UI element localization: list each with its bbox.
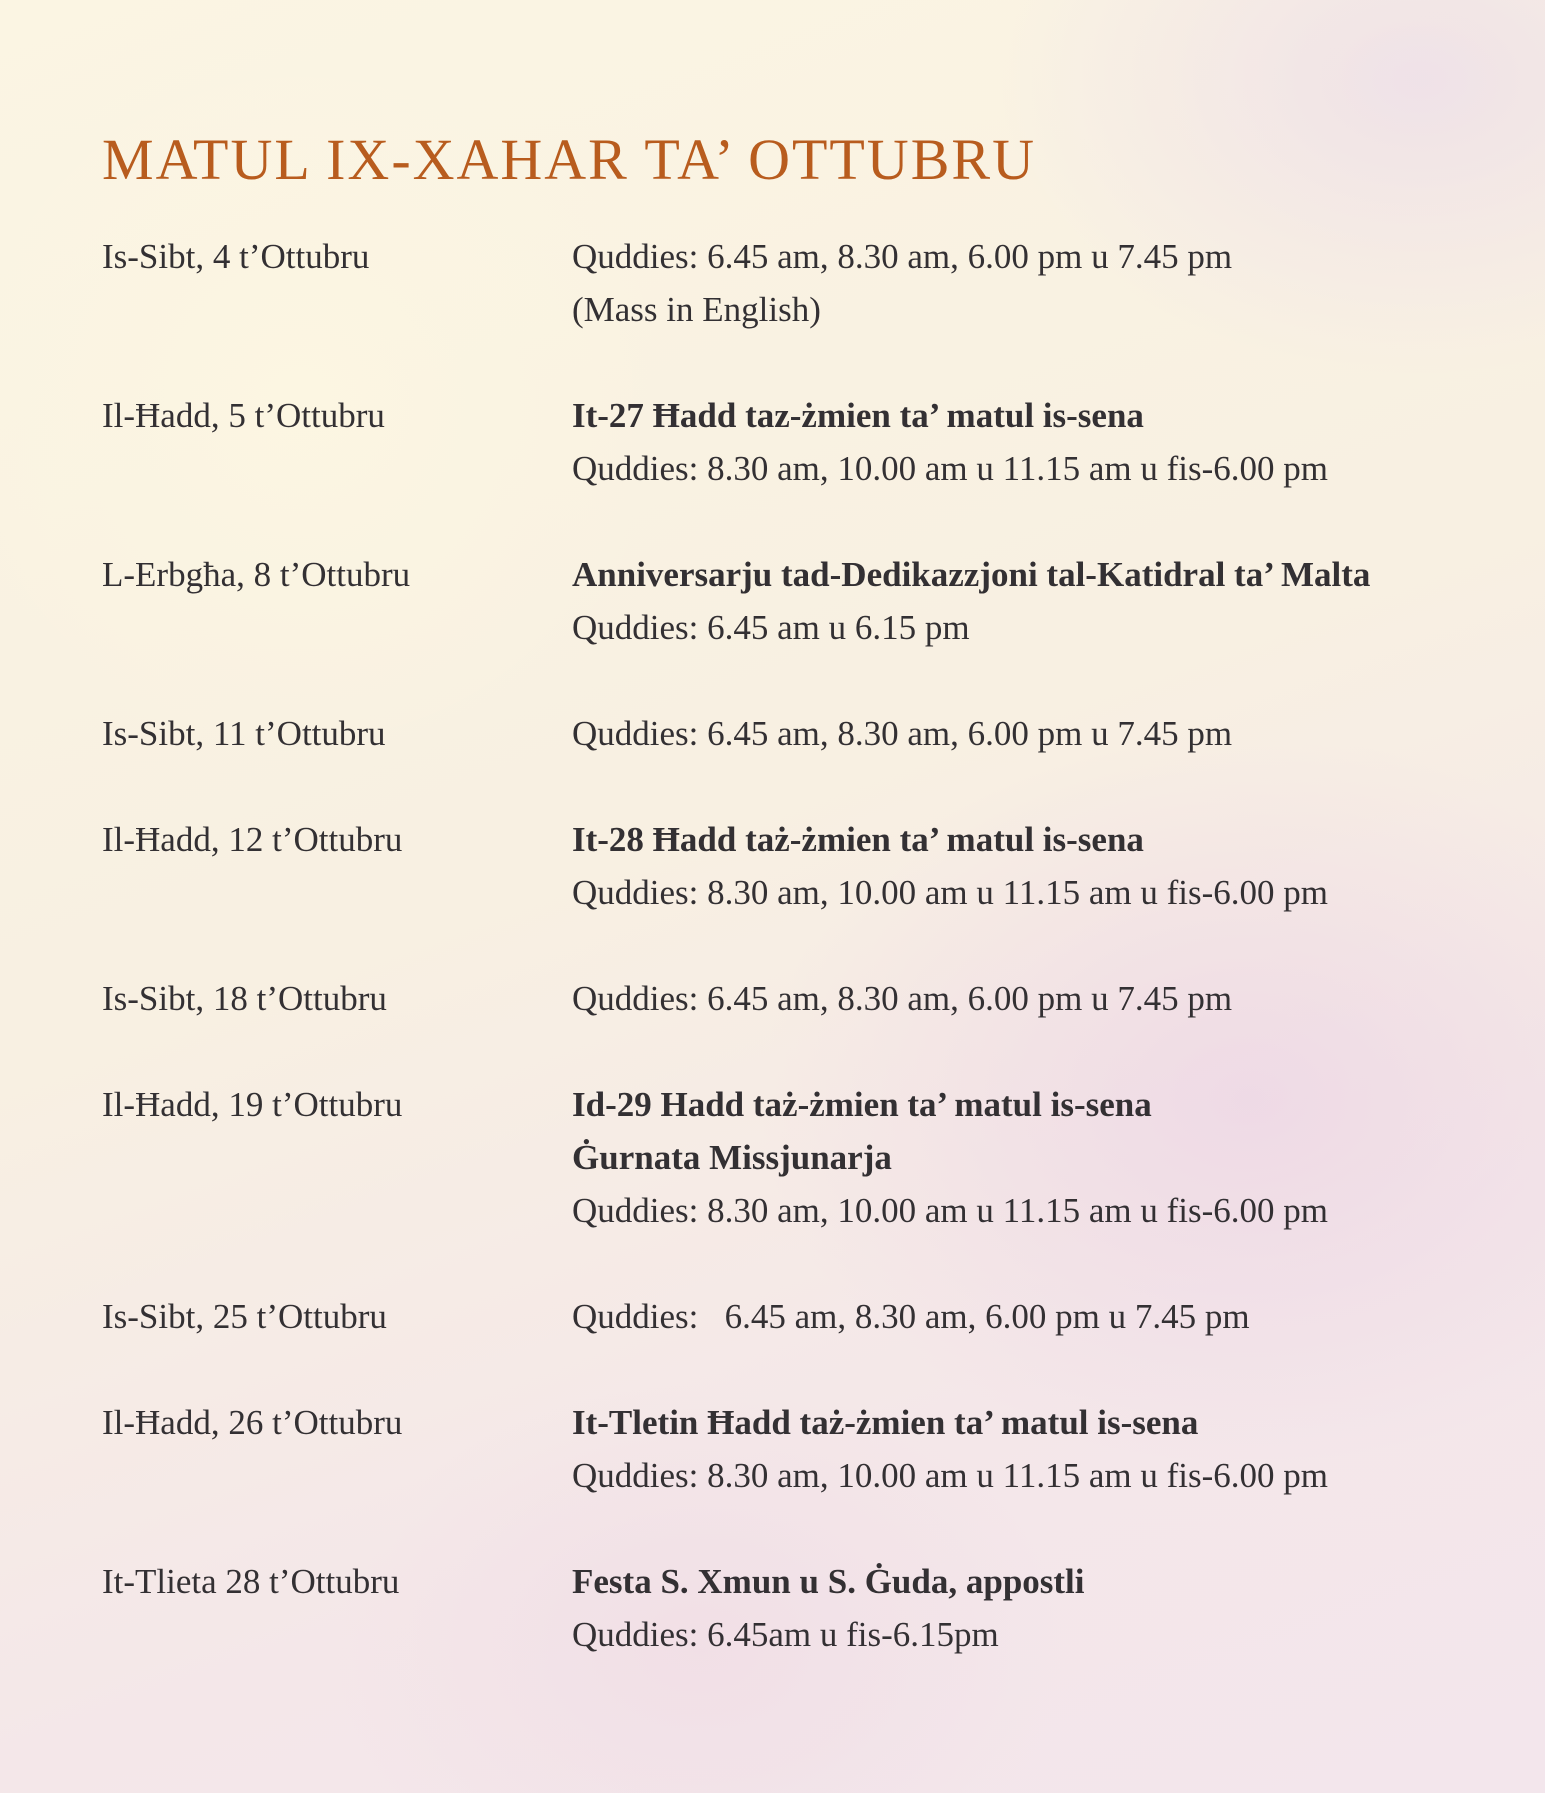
entry-day: It-Tlieta 28 t’Ottubru [102, 1562, 400, 1601]
mass-note: (Mass in English) [572, 290, 821, 329]
mass-times: Quddies: 8.30 am, 10.00 am u 11.15 am u fis-6.00 pm [572, 873, 1328, 912]
feast-title: Id-29 Hadd taż-żmien ta’ matul is-sena [572, 1085, 1152, 1124]
schedule-entry [102, 813, 1522, 919]
schedule-entry [102, 230, 1522, 336]
mass-times: Quddies: 6.45 am, 8.30 am, 6.00 pm u 7.45 pm [572, 714, 1233, 753]
feast-title: Anniversarju tad-Dedikazzjoni tal-Katidral ta’ Malta [572, 555, 1371, 594]
entry-day: Il-Ħadd, 5 t’Ottubru [102, 396, 385, 435]
entry-day: Is-Sibt, 25 t’Ottubru [102, 1297, 387, 1336]
schedule-entry [102, 1078, 1522, 1237]
feast-subtitle: Ġurnata Missjunarja [572, 1138, 892, 1177]
mass-times: Quddies: 8.30 am, 10.00 am u 11.15 am u fis-6.00 pm [572, 449, 1328, 488]
entry-details [572, 548, 1522, 654]
mass-times: Quddies: 8.30 am, 10.00 am u 11.15 am u fis-6.00 pm [572, 1191, 1328, 1230]
feast-title: It-Tletin Ħadd taż-żmien ta’ matul is-sena [572, 1403, 1199, 1442]
entry-details [572, 972, 1522, 1025]
entry-details [572, 1078, 1522, 1237]
feast-title: Festa S. Xmun u S. Ġuda, appostli [572, 1562, 1085, 1601]
schedule-entry [102, 1396, 1522, 1502]
schedule-entry [102, 548, 1522, 654]
schedule-entry [102, 707, 1522, 760]
mass-times: Quddies: 6.45 am, 8.30 am, 6.00 pm u 7.45 pm [572, 1297, 1250, 1336]
schedule-entry [102, 972, 1522, 1025]
mass-times: Quddies: 6.45am u fis-6.15pm [572, 1615, 999, 1654]
entry-details [572, 389, 1522, 495]
mass-times: Quddies: 8.30 am, 10.00 am u 11.15 am u fis-6.00 pm [572, 1456, 1328, 1495]
mass-times: Quddies: 6.45 am, 8.30 am, 6.00 pm u 7.45 pm [572, 237, 1233, 276]
schedule-entry [102, 1290, 1522, 1343]
mass-times: Quddies: 6.45 am u 6.15 pm [572, 608, 970, 647]
schedule-entry [102, 389, 1522, 495]
entry-day: Is-Sibt, 4 t’Ottubru [102, 237, 370, 276]
entry-details [572, 1396, 1522, 1502]
entry-details [572, 230, 1522, 336]
schedule-entry [102, 1555, 1522, 1661]
entry-day: Is-Sibt, 18 t’Ottubru [102, 979, 387, 1018]
entry-day: Il-Ħadd, 26 t’Ottubru [102, 1403, 403, 1442]
page-title: MATUL IX-XAHAR TA’ OTTUBRU [102, 127, 1036, 192]
entry-details [572, 1555, 1522, 1661]
feast-title: It-27 Ħadd taz-żmien ta’ matul is-sena [572, 396, 1144, 435]
schedule-list [102, 230, 1522, 1661]
entry-details [572, 707, 1522, 760]
entry-day: Is-Sibt, 11 t’Ottubru [102, 714, 386, 753]
entry-day: Il-Ħadd, 19 t’Ottubru [102, 1085, 403, 1124]
mass-times: Quddies: 6.45 am, 8.30 am, 6.00 pm u 7.45 pm [572, 979, 1233, 1018]
entry-day: Il-Ħadd, 12 t’Ottubru [102, 820, 403, 859]
feast-title: It-28 Ħadd taż-żmien ta’ matul is-sena [572, 820, 1144, 859]
entry-details [572, 1290, 1522, 1343]
entry-day: L-Erbgħa, 8 t’Ottubru [102, 555, 411, 594]
entry-details [572, 813, 1522, 919]
